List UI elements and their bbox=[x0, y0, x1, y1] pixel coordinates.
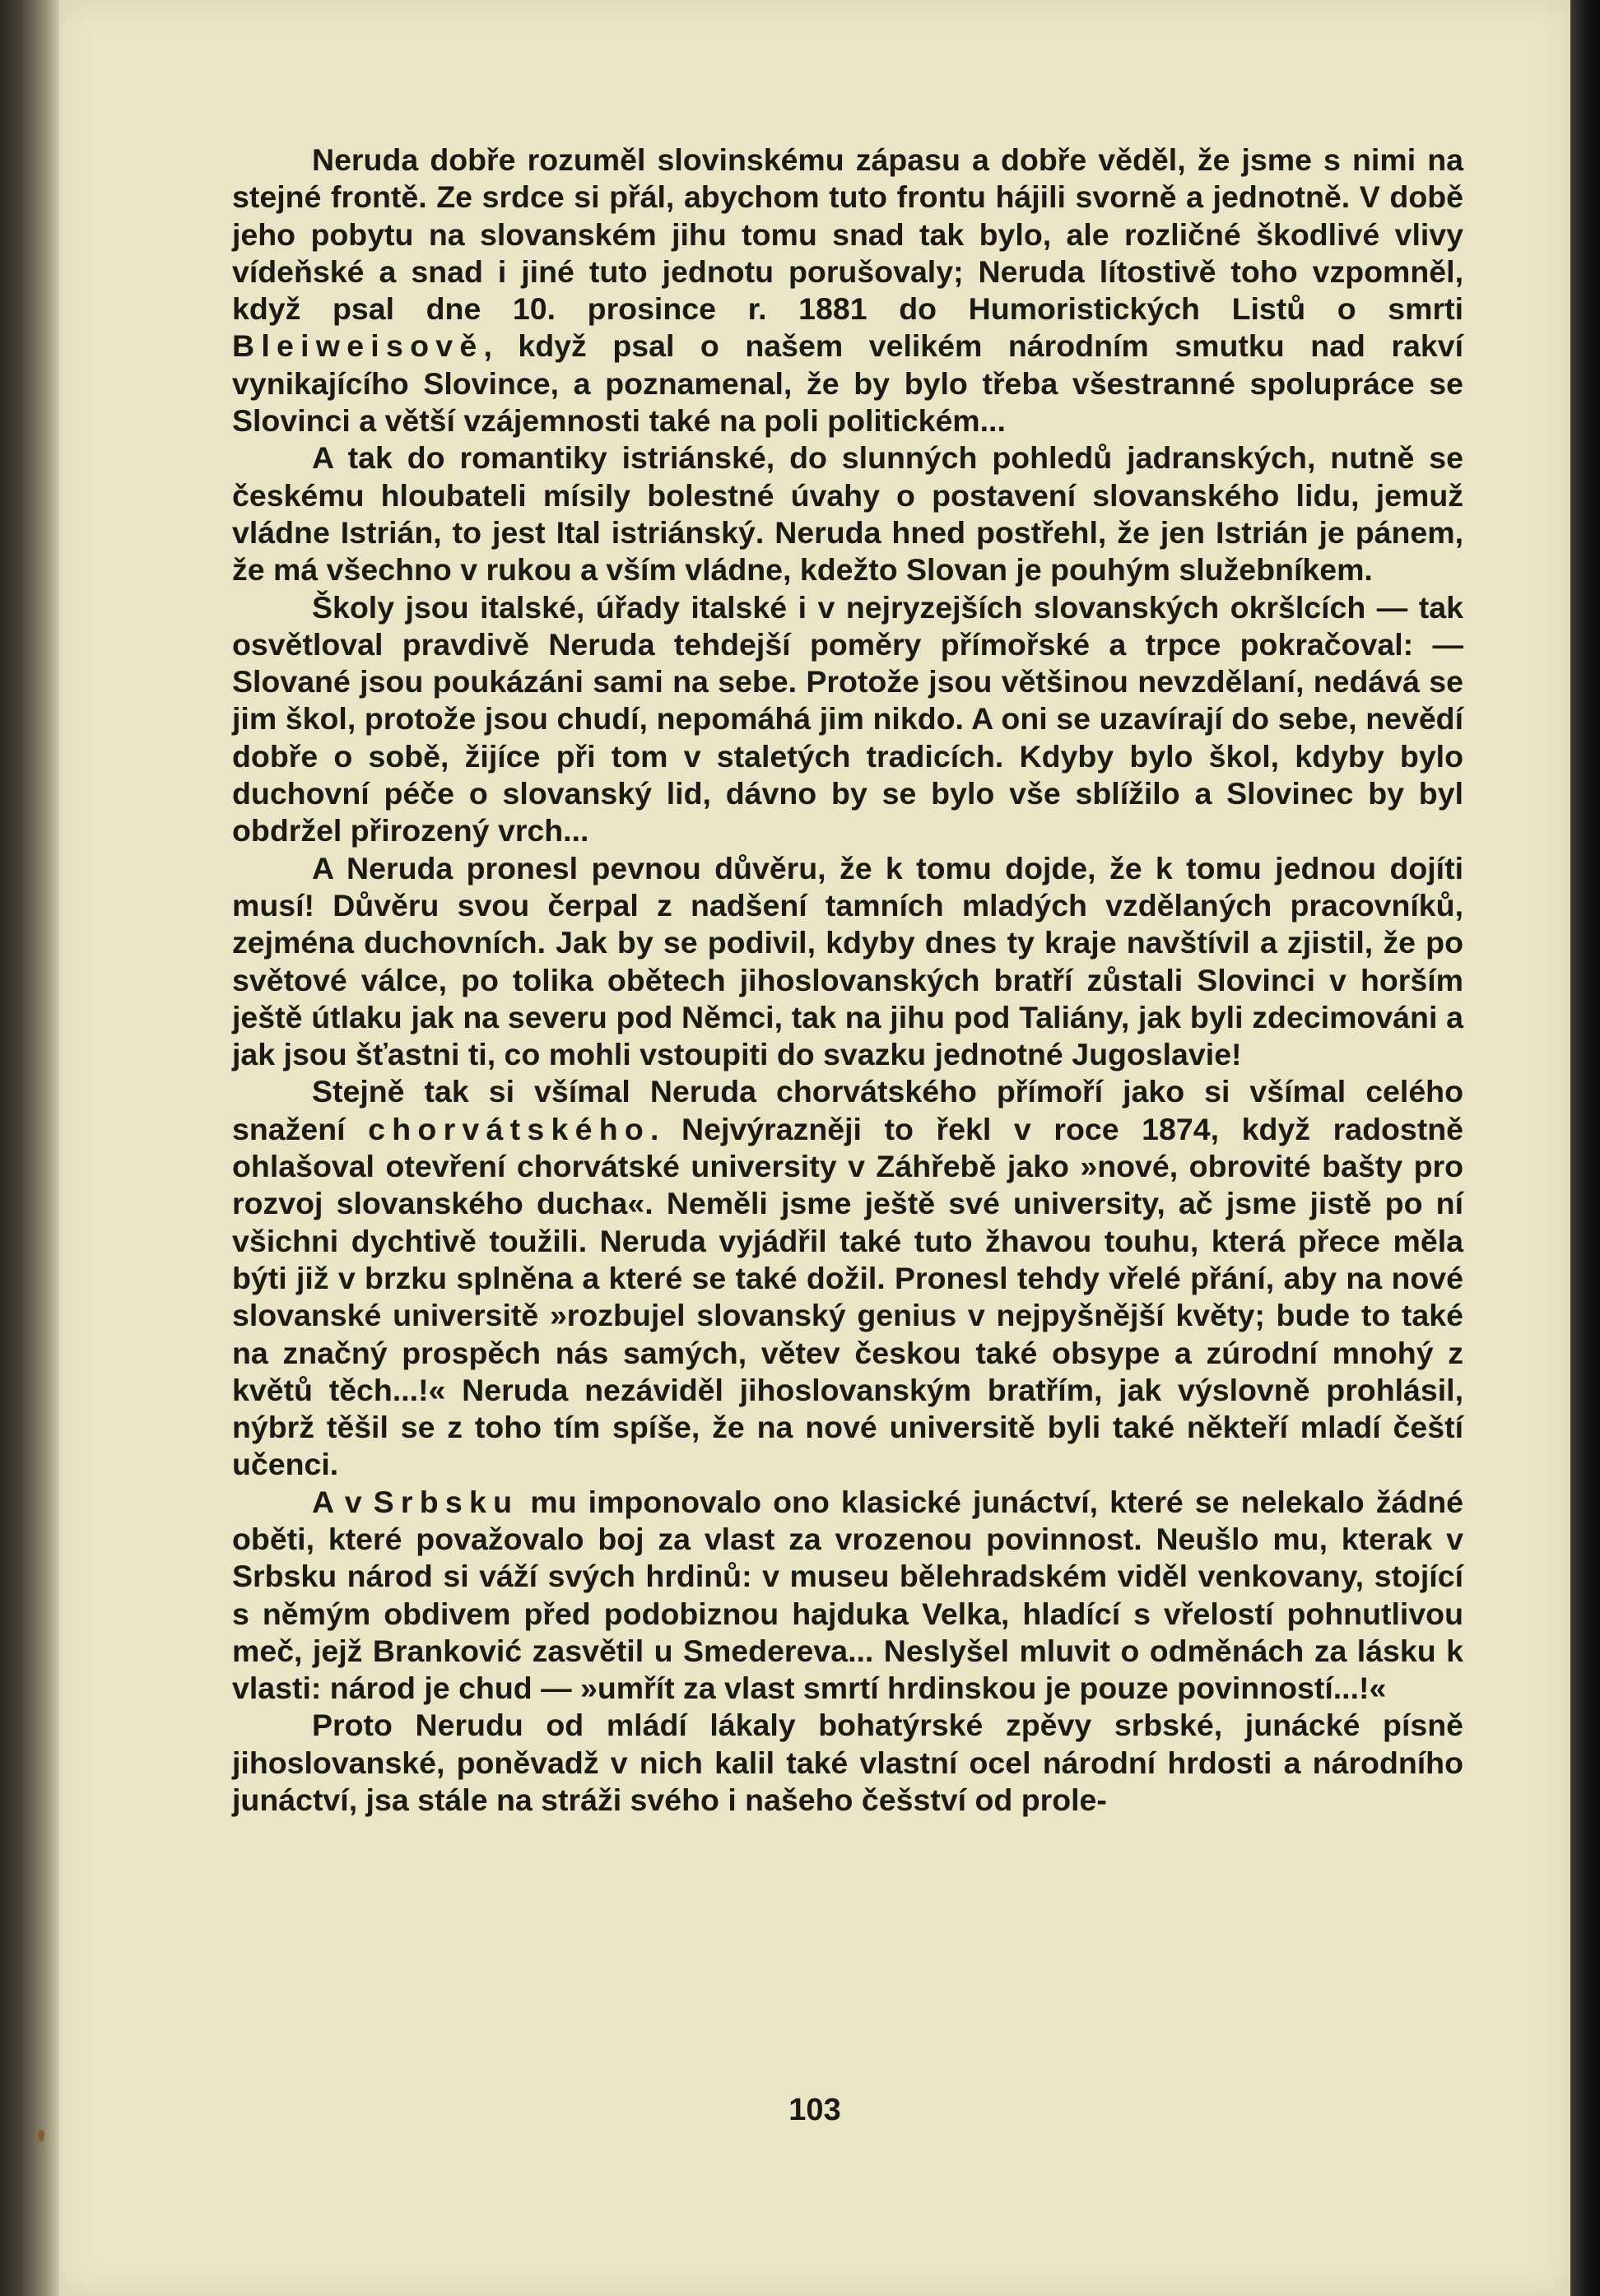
body-text bbox=[232, 142, 1463, 1819]
paragraph: A tak do romantiky istriánské, do slunných pohledů jadranských, nutně se českému hloubateli mísily bolestné úvahy o postavení slovanského lidu, jemuž vládne Istrián, to jest Ital istriánský. Neruda hned postřehl, že jen Istrián je pánem, že má všechno v rukou a vším vládne, kdežto Slovan je pouhým služebníkem. bbox=[232, 440, 1463, 588]
book-page bbox=[59, 0, 1570, 2296]
paragraph: Stejně tak si všímal Neruda chorvátského přímoří jako si všímal celého snažení chorvátského. Nejvýrazněji to řekl v roce 1874, když radostně ohlašoval otevření chorvátské university v Záhřebě jako »nové, obrovité bašty pro rozvoj slovanského ducha«. Neměli jsme ještě své university, ač jsme jistě po ní všichni dychtivě toužili. Neruda vyjádřil také tuto žhavou touhu, která přece měla býti již v brzku splněna a které se také dožil. Pronesl tehdy vřelé přání, aby na nové slovanské universitě »rozbujel slovanský genius v nejpyšnější květy; bude to také na značný prospěch nás samých, větev českou také obsype a zúrodní mnohý z květů těch...!« Neruda nezáviděl jihoslovanským bratřím, jak výslovně prohlásil, nýbrž těšil se z toho tím spíše, že na nové universitě byli také někteří mladí čeští učenci. bbox=[232, 1074, 1463, 1482]
paragraph: Školy jsou italské, úřady italské i v nejryzejších slovanských okršlcích — tak osvětloval pravdivě Neruda tehdejší poměry přímořské a trpce pokračoval: — Slované jsou poukázáni sami na sebe. Protože jsou většinou nevzdělaní, nedává se jim škol, protože jsou chudí, nepomáhá jim nikdo. A oni se uzavírají do sebe, nevědí dobře o sobě, žijíce při tom v staletých tradicích. Kdyby bylo škol, kdyby bylo duchovní péče o slovanský lid, dávno by se bylo vše sblížilo a Slovinec by byl obdržel přirozený vrch... bbox=[232, 589, 1463, 848]
paragraph: A v Srbsku mu imponovalo ono klasické junáctví, které se nelekalo žádné oběti, které považovalo boj za vlast za vrozenou povinnost. Neušlo mu, kterak v Srbsku národ si váží svých hrdinů: v museu bělehradském viděl venkovany, stojící s němým obdivem před podobiznou hajduka Velka, hladící s vřelostí pohnutlivou meč, jejž Branković zasvětil u Smedereva... Neslyšel mluvit o odměnách za lásku k vlasti: národ je chud — »umřít za vlast smrtí hrdinskou je pouze povinností...!« bbox=[232, 1484, 1463, 1706]
page-right-edge bbox=[1570, 0, 1600, 2296]
paragraph: Proto Nerudu od mládí lákaly bohatýrské zpěvy srbské, junácké písně jihoslovanské, poněvadž v nich kalil také vlastní ocel národní hrdosti a národního junáctví, jsa stále na stráži svého i našeho češství od prole- bbox=[232, 1708, 1463, 1818]
paragraph: A Neruda pronesl pevnou důvěru, že k tomu dojde, že k tomu jednou dojíti musí! Důvěru svou čerpal z nadšení tamních mladých vzdělaných pracovníků, zejména duchovních. Jak by se podivil, kdyby dnes ty kraje navštívil a zjistil, že po světové válce, po tolika obětech jihoslovanských bratří zůstali Slovinci v horším ještě útlaku jak na severu pod Němci, tak na jihu pod Taliány, jak byli zdecimováni a jak jsou šťastni ti, co mohli vstoupiti do svazku jednotné Jugoslavie! bbox=[232, 850, 1463, 1072]
book-gutter bbox=[0, 0, 59, 2296]
page-number: 103 bbox=[788, 2093, 841, 2127]
paragraph: Neruda dobře rozuměl slovinskému zápasu a dobře věděl, že jsme s nimi na stejné frontě. Ze srdce si přál, abychom tuto frontu hájili svorně a jednotně. V době jeho pobytu na slovanském jihu tomu snad tak bylo, ale rozličné škodlivé vlivy vídeňské a snad i jiné tuto jednotu porušovaly; Neruda lítostivě toho vzpomněl, když psal dne 10. prosince r. 1881 do Humoristických Listů o smrti Bleiweisově, když psal o našem velikém národním smutku nad rakví vynikajícího Slovince, a poznamenal, že by bylo třeba všestranné spolupráce se Slovinci a větší vzájemnosti také na poli politickém... bbox=[232, 142, 1463, 439]
ink-speck bbox=[38, 2130, 44, 2141]
